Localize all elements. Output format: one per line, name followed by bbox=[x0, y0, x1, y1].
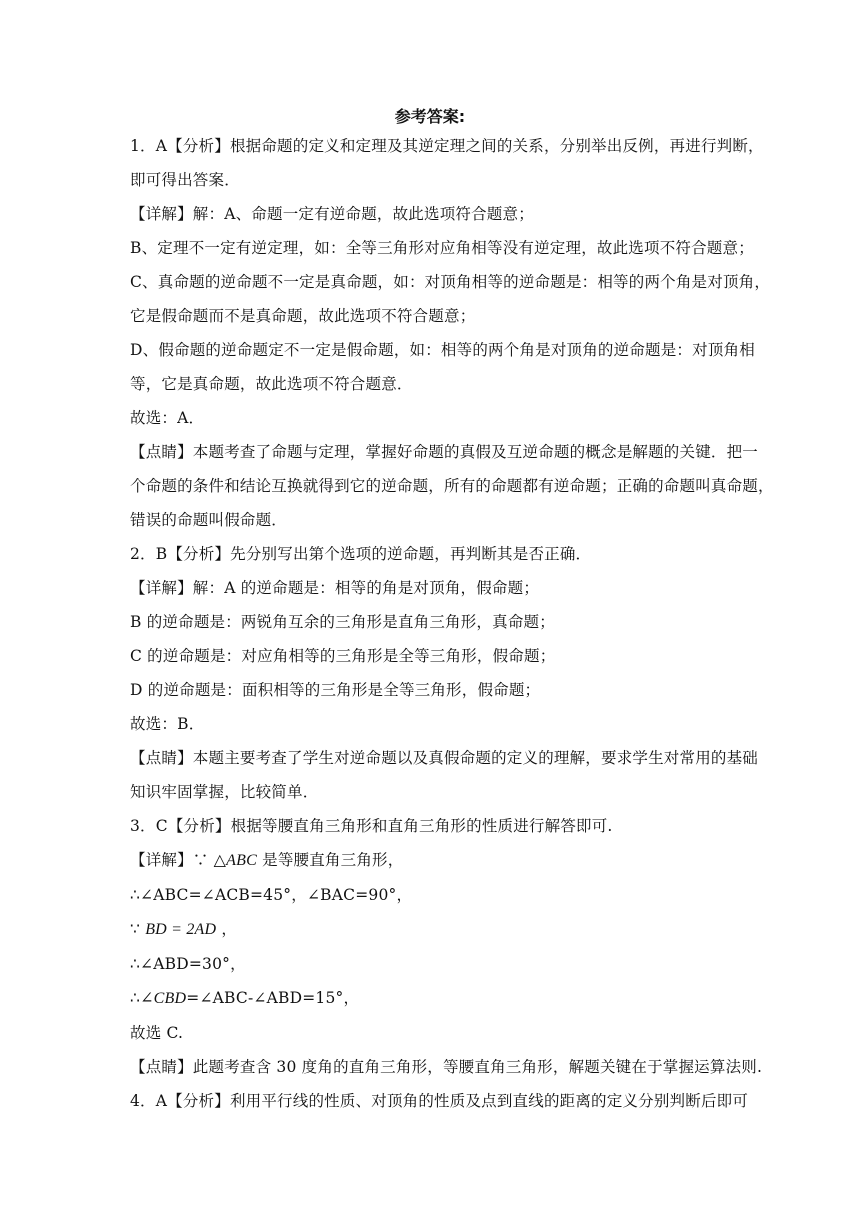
text-line: B 的逆命题是：两锐角互余的三角形是直角三角形，真命题； bbox=[130, 613, 555, 631]
text-line: 故选：A． bbox=[130, 409, 205, 427]
text-line: 3．C【分析】根据等腰直角三角形和直角三角形的性质进行解答即可. bbox=[130, 817, 613, 835]
text-line: C、真命题的逆命题不一定是真命题，如：对顶角相等的逆命题是：相等的两个角是对顶角， bbox=[130, 273, 771, 291]
text-line: 【详解】解：A、命题一定有逆命题，故此选项符合题意； bbox=[130, 205, 534, 223]
text-line: 错误的命题叫假命题． bbox=[130, 511, 288, 529]
text-line: 【点睛】此题考查含 30 度角的直角三角形，等腰直角三角形，解题关键在于掌握运算法则. bbox=[130, 1058, 763, 1076]
text-line: 【点睛】本题考查了命题与定理，掌握好命题的真假及互逆命题的概念是解题的关键．把一 bbox=[130, 443, 759, 461]
text-line: 等，它是真命题，故此选项不符合题意． bbox=[130, 375, 413, 393]
text-segment: ∴ bbox=[130, 989, 141, 1007]
text-line: 4．A【分析】利用平行线的性质、对顶角的性质及点到直线的距离的定义分别判断后即可 bbox=[130, 1092, 749, 1110]
text-line-with-math bbox=[130, 846, 730, 875]
text-line: 1．A【分析】根据命题的定义和定理及其逆定理之间的关系，分别举出反例，再进行判断， bbox=[130, 137, 764, 155]
text-line-with-math bbox=[130, 984, 730, 1013]
text-line: 2．B【分析】先分别写出第个选项的逆命题，再判断其是否正确． bbox=[130, 545, 592, 563]
page-title: 参考答案: bbox=[394, 107, 466, 126]
text-line: 【点睛】本题主要考查了学生对逆命题以及真假命题的定义的理解，要求学生对常用的基础 bbox=[130, 749, 759, 767]
text-line: 故选 C. bbox=[130, 1024, 184, 1042]
answer-body bbox=[130, 132, 774, 1115]
text-line-with-math bbox=[130, 915, 730, 944]
text-line: ∴∠ABC=∠ACB=45°，∠BAC=90°， bbox=[130, 886, 413, 904]
text-segment: 【详解】∵ bbox=[130, 851, 209, 869]
text-segment: =∠ABC-∠ABD=15°， bbox=[186, 989, 360, 1007]
text-line: 故选：B． bbox=[130, 715, 205, 733]
text-line: 它是假命题而不是真命题，故此选项不符合题意； bbox=[130, 307, 476, 325]
text-segment: ∵ bbox=[130, 920, 141, 938]
text-line: 即可得出答案． bbox=[130, 171, 240, 189]
text-line: ∴∠ABD=30°， bbox=[130, 955, 246, 973]
text-line: 个命题的条件和结论互换就得到它的逆命题，所有的命题都有逆命题；正确的命题叫真命题， bbox=[130, 477, 774, 495]
text-line: 【详解】解：A 的逆命题是：相等的角是对顶角，假命题； bbox=[130, 579, 540, 597]
text-line: B、定理不一定有逆定理，如：全等三角形对应角相等没有逆定理，故此选项不符合题意； bbox=[130, 239, 754, 257]
text-segment: ， bbox=[221, 920, 238, 938]
math-bd-eq-2ad: BD = 2AD bbox=[145, 921, 217, 938]
text-line: 知识牢固掌握，比较简单． bbox=[130, 783, 319, 801]
text-line: D、假命题的逆命题定不一定是假命题，如：相等的两个角是对顶角的逆命题是：对顶角相 bbox=[130, 341, 755, 359]
text-segment: 是等腰直角三角形， bbox=[262, 851, 404, 869]
text-line: D 的逆命题是：面积相等的三角形是全等三角形，假命题； bbox=[130, 681, 541, 699]
text-line: C 的逆命题是：对应角相等的三角形是全等三角形，假命题； bbox=[130, 647, 556, 665]
math-triangle-abc: △ABC bbox=[213, 852, 257, 869]
math-angle-cbd: ∠CBD bbox=[140, 990, 187, 1007]
